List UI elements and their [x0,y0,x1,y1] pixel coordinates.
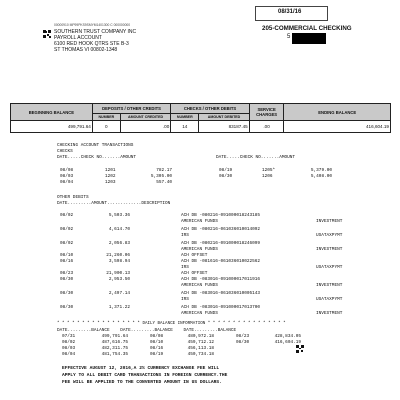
daily-date: 07/31 [62,334,76,339]
daily-date: 08/03 [62,346,76,351]
daily-balance: 456,113.18 [187,346,214,351]
notice-line: APPLY TO ALL DEBIT CARD TRANSACTIONS IN FOREIGN CURRENCY.THE [62,373,228,378]
daily-date: 08/19 [150,352,164,357]
daily-date: 08/16 [150,346,164,351]
debit-payee: IRS [181,265,189,270]
debit-amount: 4,614.70 [108,227,130,232]
check-amount: 5,408.00 [310,174,332,179]
statement-date: 08/31/16 [278,9,302,15]
transactions-title: CHECKING ACCOUNT TRANSACTIONS [57,143,134,148]
debit-amount: 21,260.06 [106,253,130,258]
beginning-balance-value: 499,791.64 [11,121,93,133]
debit-category: INVESTMENT [316,283,343,288]
debit-date: 08/10 [60,253,74,258]
account-number-prefix: 5 [287,34,291,40]
account-subname: PAYROLL ACCOUNT [54,35,102,41]
debit-amount: 5,503.36 [108,213,130,218]
debit-amount: 2,497.14 [108,291,130,296]
check-date: 08/08 [60,168,74,173]
daily-balance: 416,604.19 [274,340,301,345]
daily-balance: 481,754.35 [101,352,128,357]
debit-amount: 21,900.13 [106,271,130,276]
daily-date: 08/04 [62,352,76,357]
daily-balance: 487,616.75 [101,340,128,345]
debit-date: 08/30 [60,305,74,310]
debit-description: ACH DB -081616-061036010022562 [181,259,261,264]
daily-balance: 499,791.64 [101,334,128,339]
daily-date: 08/08 [150,334,164,339]
deposits-number-value: 0 [92,121,120,133]
other-debits-header: DATE.........AMOUNT.............DESCRIPTION [57,201,171,206]
debit-payee: AMERICAN FUNDS [181,311,218,316]
beginning-balance-header: BEGINNING BALANCE [11,104,93,121]
check-amount: 5,305.00 [150,174,172,179]
daily-date: 08/10 [150,340,164,345]
debit-date: 08/23 [60,271,74,276]
debit-category: INVESTMENT [316,247,343,252]
debit-date: 08/02 [60,227,74,232]
debit-description: ACH DB -080216-091000018243185 [181,213,261,218]
checks-number-header: NUMBER [171,114,199,121]
debit-description: ACH OFFSET [181,271,208,276]
deposits-header: DEPOSITS / OTHER CREDITS [92,104,170,114]
debit-amount: 3,598.94 [108,259,130,264]
debit-category: USATAXPYMT [316,233,343,238]
debit-payee: AMERICAN FUNDS [181,283,218,288]
debit-description: ACH DB -083016-091000017013700 [181,305,261,310]
check-date: 08/19 [219,168,233,173]
debit-date: 08/02 [60,241,74,246]
daily-date: 08/23 [236,334,250,339]
check-date: 08/04 [60,180,74,185]
account-summary-table [10,103,391,139]
redacted-account-number [292,33,326,44]
address-line-2: ST THOMAS VI 00802-1348 [54,47,118,53]
debit-description: ACH DB -083016-061036010005143 [181,291,261,296]
debit-category: USATAXPYMT [316,265,343,270]
service-charges-value: .00 [249,121,284,133]
amount-debited-header: AMOUNT DEBITED [199,114,249,121]
daily-balance-header: DATE.........BALANCE DATE.........BALANCE DATE.........BALANCE [57,328,237,333]
check-date: 08/30 [219,174,233,179]
account-type: 205-COMMERCIAL CHECKING [262,25,352,32]
debit-date: 08/02 [60,213,74,218]
debit-description: ACH OFFSET [181,253,208,258]
daily-date: 08/30 [236,340,250,345]
daily-balance: 428,834.05 [274,334,301,339]
debit-description: ACH DB -080216-061036010014092 [181,227,261,232]
check-number: 1206 [262,174,273,179]
check-number: 1201 [105,168,116,173]
debit-category: INVESTMENT [316,311,343,316]
debit-amount: 2,953.50 [108,277,130,282]
deposits-number-header: NUMBER [92,114,120,121]
debit-payee: IRS [181,297,189,302]
daily-balance: 459,712.12 [187,340,214,345]
checks-header: CHECKS / OTHER DEBITS [171,104,249,114]
debit-amount: 1,371.22 [108,305,130,310]
check-number: 1205* [262,168,276,173]
check-amount: 5,379.00 [310,168,332,173]
daily-balance: 482,311.75 [101,346,128,351]
debit-description: ACH DB -083016-091000017011916 [181,277,261,282]
checks-header-left: DATE.....CHECK NO.......AMOUNT [57,155,137,160]
daily-date: 08/02 [62,340,76,345]
daily-balance: 450,734.18 [187,352,214,357]
ending-balance-value: 416,604.19 [284,121,391,133]
debit-payee: AMERICAN FUNDS [181,219,218,224]
check-number: 1203 [105,180,116,185]
barcode-middle-icon [296,345,304,353]
deposits-amount-value: .00 [120,121,170,133]
checks-amount-value: 83187.45 [199,121,249,133]
check-date: 08/03 [60,174,74,179]
check-amount: 782.17 [156,168,172,173]
check-number: 1202 [105,174,116,179]
check-amount: 557.40 [156,180,172,185]
amount-credited-header: AMOUNT CREDITED [120,114,170,121]
debit-payee: AMERICAN FUNDS [181,247,218,252]
debit-category: INVESTMENT [316,219,343,224]
address-line-1: 6100 RED HOOK QTRS STE B-3 [54,41,129,47]
debit-date: 08/30 [60,277,74,282]
checks-label: CHECKS [57,149,73,154]
notice-line: EFFECTIVE AUGUST 12, 2016,A 2% CURRENCY EXCHANGE FEE WILL [62,366,220,371]
bank-name: SOUTHERN TRUST COMPANY INC [54,29,137,35]
checks-header-right: DATE.....CHECK NO.......AMOUNT [216,155,296,160]
debit-date: 08/16 [60,259,74,264]
debit-category: USATAXPYMT [316,297,343,302]
other-debits-label: OTHER DEBITS [57,195,89,200]
debit-date: 08/30 [60,291,74,296]
daily-balance-title: * * * * * * * * * * * * * * * * * DAILY BALANCE INFORMATION * * * * * * * * * * * * * * * * [57,322,286,326]
barcode-top-left-icon [43,30,51,38]
notice-line: FEE WILL BE APPLIED TO THE CONVERTED AMOUNT IN US DOLLARS. [62,380,222,385]
debit-description: ACH DB -080216-091000018246099 [181,241,261,246]
sequence-line: 00000910 MP99PKS9SMYM1401300 C 000000000 [54,23,131,27]
checks-number-value: 14 [171,121,199,133]
service-charges-header: SERVICE CHARGES [249,104,284,121]
debit-payee: IRS [181,233,189,238]
debit-amount: 2,056.83 [108,241,130,246]
daily-balance: 480,972.18 [187,334,214,339]
ending-balance-header: ENDING BALANCE [284,104,391,121]
